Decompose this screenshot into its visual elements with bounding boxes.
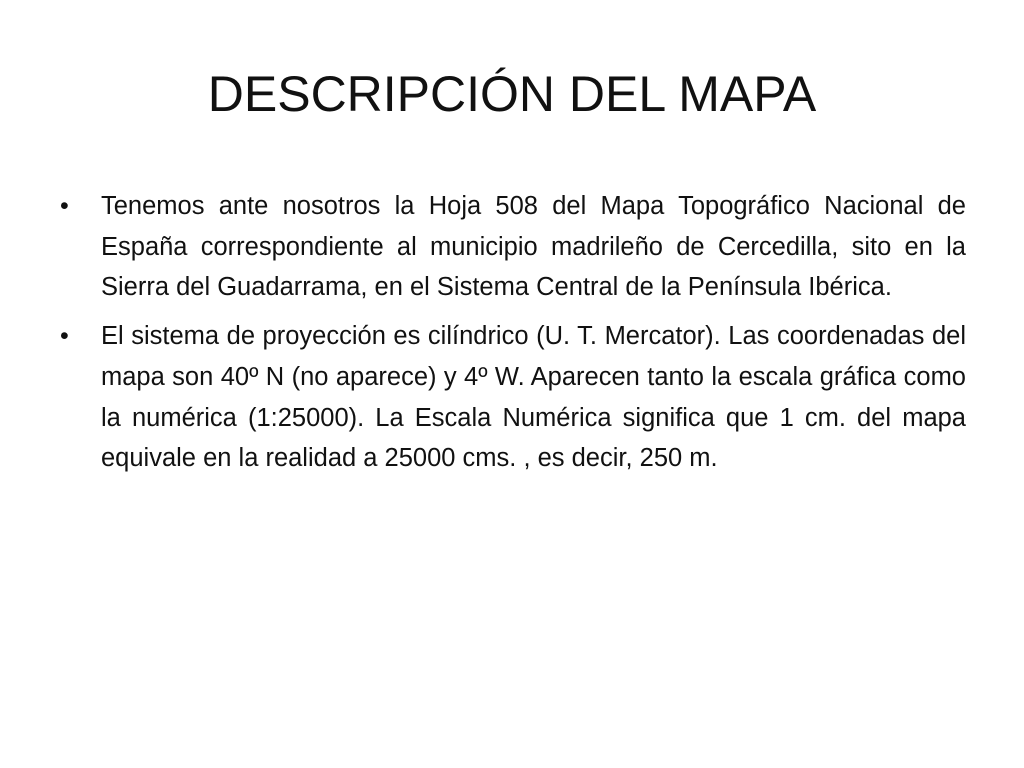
slide-title: DESCRIPCIÓN DEL MAPA: [207, 66, 817, 122]
bullet-dot-icon: •: [60, 192, 69, 220]
bullet-item-projection-intro: [56, 186, 966, 308]
bullet-list: [56, 186, 966, 487]
bullet-item-projection-scale: [56, 316, 966, 479]
bullet-text: El sistema de proyección es cilíndrico (U. T. Mercator). Las coordenadas del mapa son 40º N (no aparece) y 4º W. Aparecen tanto la escala gráfica como la numérica (1:25000). La Escala Numérica significa que 1 cm. del mapa equivale en la realidad a 25000 cms. , es decir, 250 m.: [101, 322, 966, 473]
bullet-dot-icon: •: [60, 322, 69, 351]
bullet-text: Tenemos ante nosotros la Hoja 508 del Mapa Topográfico Nacional de España correspondiente al municipio madrileño de Cercedilla, sito en la Sierra del Guadarrama, en el Sistema Central de la Península Ibérica.: [101, 192, 966, 302]
